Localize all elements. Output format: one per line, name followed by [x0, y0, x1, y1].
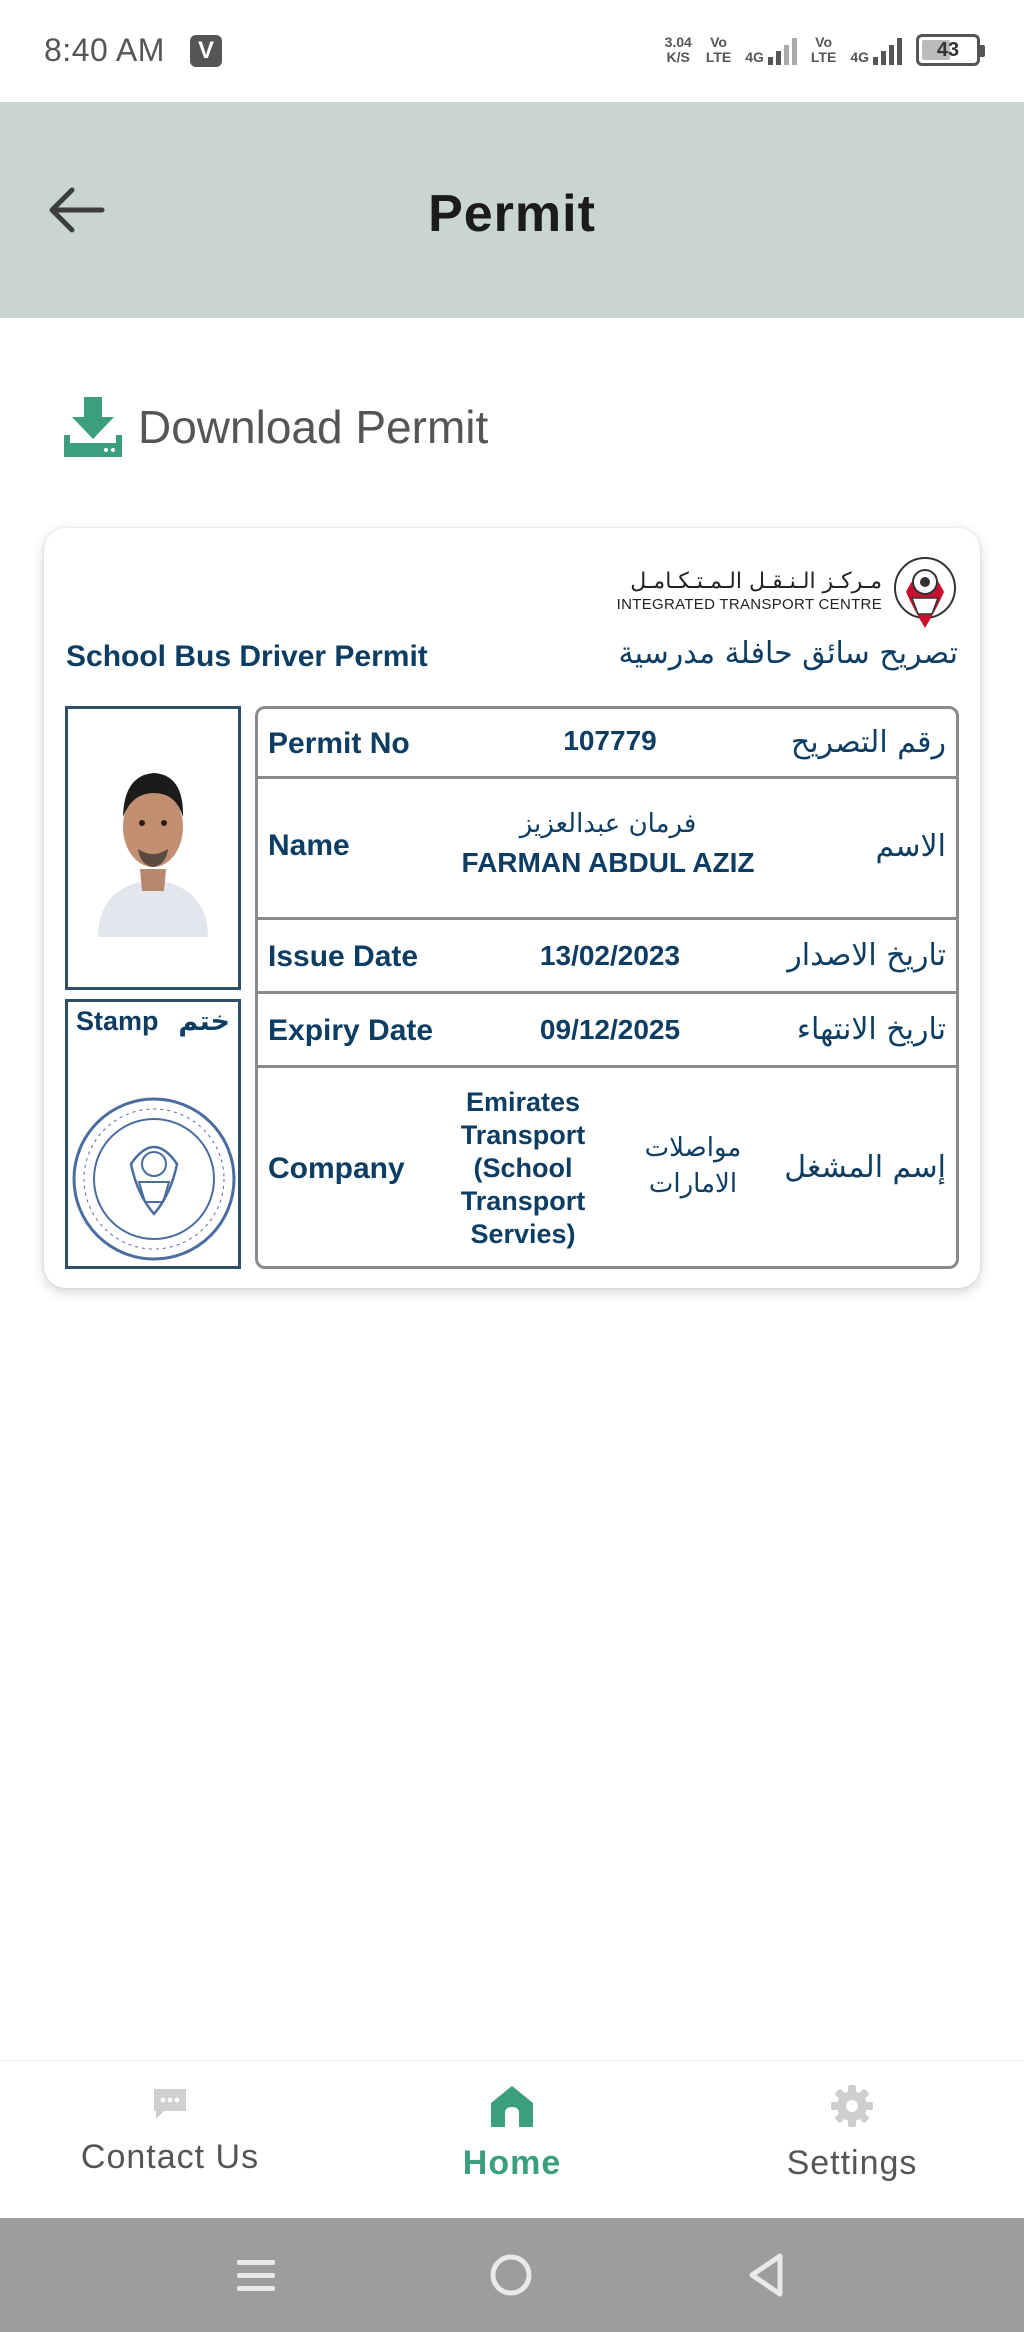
- menu-icon: [231, 2250, 281, 2300]
- nav-contact-us[interactable]: [20, 2083, 320, 2177]
- stamp-label-en: Stamp: [76, 1006, 159, 1036]
- expiry-date-label: Expiry Date: [268, 1014, 434, 1047]
- company-value-ar: مواصلات الامارات: [644, 1133, 742, 1199]
- company-value: Emirates Transport (School Transport Servies): [460, 1087, 586, 1249]
- expiry-date-value: 09/12/2025: [539, 1014, 681, 1045]
- home-circle-icon: [486, 2250, 536, 2300]
- net-speed: 3.04 K/S: [664, 34, 692, 65]
- signal-icon: 4G: [745, 35, 797, 65]
- volte-icon-2: Vo LTE: [810, 34, 837, 65]
- name-label: Name: [268, 829, 350, 862]
- permit-no-label: Permit No: [268, 727, 410, 760]
- stamp-label-ar: ختم: [178, 1006, 230, 1037]
- stamp-box: [65, 999, 241, 1269]
- company-label: Company: [268, 1152, 405, 1185]
- gear-icon: [829, 2083, 875, 2129]
- download-icon: [62, 395, 124, 459]
- driver-photo-image: [68, 709, 238, 987]
- permit-card: [44, 528, 980, 1288]
- back-triangle-icon: [742, 2250, 792, 2300]
- itc-logo: [617, 548, 958, 634]
- falcon-emblem-icon: [892, 548, 958, 634]
- issue-date-value: 13/02/2023: [539, 940, 681, 971]
- nav-home[interactable]: [362, 2083, 662, 2183]
- permit-no-label-ar: رقم التصريح: [790, 725, 946, 760]
- battery-icon: 43: [916, 34, 980, 66]
- stamp-seal-icon: [69, 1094, 239, 1264]
- name-label-ar: الاسم: [875, 829, 946, 864]
- itc-logo-text-en: INTEGRATED TRANSPORT CENTRE: [616, 596, 882, 613]
- permit-no-row: [258, 709, 956, 779]
- app-notification-icon: V: [190, 35, 222, 67]
- name-value-ar: فرمان عبدالعزيز: [519, 809, 697, 839]
- page-title: Permit: [428, 185, 596, 243]
- company-row: [258, 1068, 956, 1266]
- system-nav-bar: [0, 2218, 1024, 2332]
- company-label-ar: إسم المشغل: [784, 1150, 946, 1185]
- status-time: 8:40 AM: [44, 32, 165, 68]
- home-icon: [488, 2083, 536, 2129]
- system-menu-button[interactable]: [231, 2250, 281, 2300]
- nav-contact-us-label: Contact Us: [80, 2138, 260, 2176]
- bottom-nav: [0, 2060, 1024, 2218]
- permit-no-value: 107779: [563, 725, 657, 756]
- nav-settings-label: Settings: [786, 2144, 918, 2182]
- nav-settings[interactable]: [702, 2083, 1002, 2183]
- permit-title-en: School Bus Driver Permit: [66, 640, 428, 673]
- permit-title-ar: تصريح سائق حافلة مدرسية: [618, 636, 958, 671]
- volte-icon: Vo LTE: [705, 34, 732, 65]
- expiry-date-row: [258, 994, 956, 1068]
- download-permit-label: Download Permit: [138, 401, 489, 453]
- issue-date-row: [258, 920, 956, 994]
- name-value: FARMAN ABDUL AZIZ: [461, 847, 755, 878]
- name-row: [258, 779, 956, 920]
- status-bar: [0, 0, 1024, 102]
- expiry-date-label-ar: تاريخ الانتهاء: [796, 1012, 946, 1047]
- app-bar: [0, 102, 1024, 318]
- download-permit-button[interactable]: [62, 394, 488, 460]
- driver-photo: [65, 706, 241, 990]
- issue-date-label-ar: تاريخ الاصدار: [787, 938, 946, 973]
- status-icons: [665, 30, 980, 70]
- itc-logo-text-ar: مـركـز الـنـقـل الـمـتـكـامـل: [630, 569, 882, 594]
- chat-icon: [150, 2083, 190, 2123]
- nav-home-label: Home: [462, 2144, 562, 2182]
- permit-info-table: [255, 706, 959, 1269]
- system-back-button[interactable]: [742, 2250, 792, 2300]
- issue-date-label: Issue Date: [268, 940, 419, 973]
- signal-icon-2: 4G: [850, 35, 902, 65]
- system-home-button[interactable]: [486, 2250, 536, 2300]
